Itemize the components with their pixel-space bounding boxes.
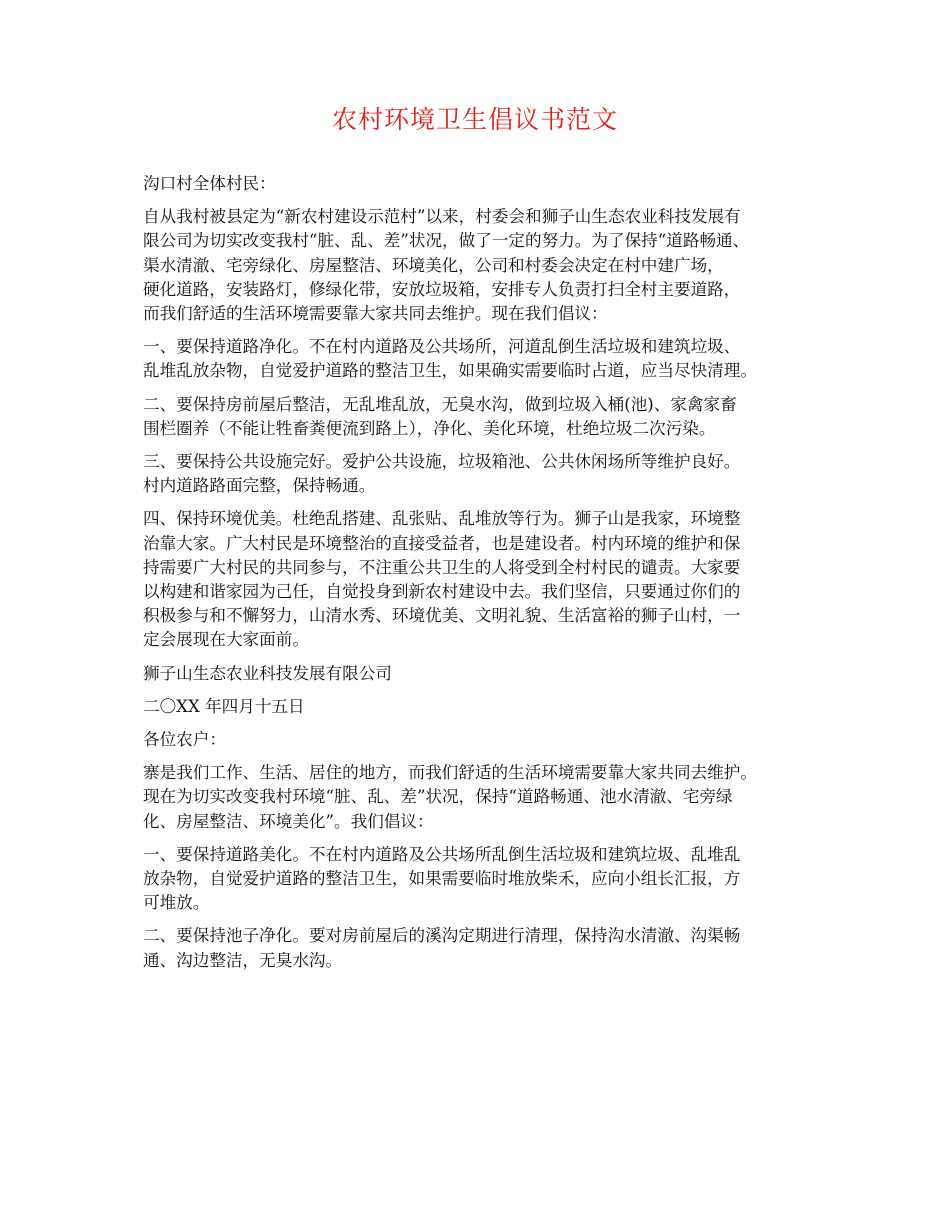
text-line: 乱堆乱放杂物，自觉爱护道路的整洁卫生，如果确实需要临时占道，应当尽快清理。 bbox=[143, 361, 757, 381]
text-line: 各位农户： bbox=[143, 730, 226, 750]
proposal-item-2 bbox=[143, 393, 843, 441]
text-line: 放杂物，自觉爱护道路的整洁卫生，如果需要临时堆放柴禾，应向小组长汇报，方 bbox=[143, 869, 741, 889]
proposal-item-4 bbox=[143, 507, 843, 652]
salutation bbox=[143, 172, 843, 196]
text-line: 以构建和谐家园为己任，自觉投身到新农村建设中去。我们坚信，只要通过你们的 bbox=[143, 582, 741, 602]
text-line: 三、要保持公共设施完好。爱护公共设施，垃圾箱池、公共休闲场所等维护良好。 bbox=[143, 452, 741, 472]
document-body bbox=[143, 172, 843, 982]
signature-company bbox=[143, 662, 843, 686]
text-line: 治靠大家。广大村民是环境整治的直接受益者，也是建设者。村内环境的维护和保 bbox=[143, 533, 741, 553]
second-salutation bbox=[143, 728, 843, 752]
text-line: 一、要保持道路净化。不在村内道路及公共场所，河道乱倒生活垃圾和建筑垃圾、 bbox=[143, 337, 741, 357]
text-line: 渠水清澈、宅旁绿化、房屋整洁、环境美化，公司和村委会决定在村中建广场， bbox=[143, 255, 724, 275]
text-line: 二、要保持池子净化。要对房前屋后的溪沟定期进行清理，保持沟水清澈、沟渠畅 bbox=[143, 926, 741, 946]
text-line: 定会展现在大家面前。 bbox=[143, 630, 309, 650]
text-line: 一、要保持道路美化。不在村内道路及公共场所乱倒生活垃圾和建筑垃圾、乱堆乱 bbox=[143, 844, 741, 864]
text-line: 硬化道路，安装路灯，修绿化带，安放垃圾箱，安排专人负责打扫全村主要道路， bbox=[143, 279, 741, 299]
text-line: 寨是我们工作、生活、居住的地方，而我们舒适的生活环境需要靠大家共同去维护。 bbox=[143, 763, 757, 783]
text-line: 化、房屋整洁、环境美化”。我们倡议： bbox=[143, 811, 434, 831]
second-proposal-item-2 bbox=[143, 924, 843, 972]
second-proposal-item-1 bbox=[143, 843, 843, 916]
text-line: 围栏圈养（不能让牲畜粪便流到路上），净化、美化环境，杜绝垃圾二次污染。 bbox=[143, 418, 716, 438]
text-line: 通、沟边整洁，无臭水沟。 bbox=[143, 950, 343, 970]
text-line: 持需要广大村民的共同参与，不注重公共卫生的人将受到全村村民的谴责。大家要 bbox=[143, 557, 741, 577]
text-line: 现在为切实改变我村环境“脏、乱、差”状况，保持“道路畅通、池水清澈、宅旁绿 bbox=[143, 787, 733, 807]
document-title: 农村环境卫生倡议书范文 bbox=[331, 105, 618, 134]
text-line: 四、保持环境优美。杜绝乱搭建、乱张贴、乱堆放等行为。狮子山是我家，环境整 bbox=[143, 509, 741, 529]
text-line: 而我们舒适的生活环境需要靠大家共同去维护。现在我们倡议： bbox=[143, 304, 608, 324]
proposal-item-3 bbox=[143, 450, 843, 498]
text-line: 村内道路路面完整，保持畅通。 bbox=[143, 476, 376, 496]
text-line: 狮子山生态农业科技发展有限公司 bbox=[143, 663, 392, 683]
text-line: 限公司为切实改变我村“脏、乱、差”状况，做了一定的努力。为了保持“道路畅通、 bbox=[143, 231, 750, 251]
second-intro-paragraph bbox=[143, 761, 843, 834]
intro-paragraph bbox=[143, 205, 843, 326]
text-line: 二、要保持房前屋后整洁，无乱堆乱放，无臭水沟，做到垃圾入桶(池)、家禽家畜 bbox=[143, 394, 737, 414]
signature-date bbox=[143, 695, 843, 719]
text-line: 二〇XX 年四月十五日 bbox=[143, 696, 305, 716]
text-line: 沟口村全体村民： bbox=[143, 174, 276, 193]
text-line: 自从我村被县定为“新农村建设示范村”以来，村委会和狮子山生态农业科技发展有 bbox=[143, 207, 741, 227]
text-line: 可堆放。 bbox=[143, 893, 210, 913]
proposal-item-1 bbox=[143, 335, 843, 383]
text-line: 积极参与和不懈努力，山清水秀、环境优美、文明礼貌、生活富裕的狮子山村，一 bbox=[143, 606, 741, 626]
